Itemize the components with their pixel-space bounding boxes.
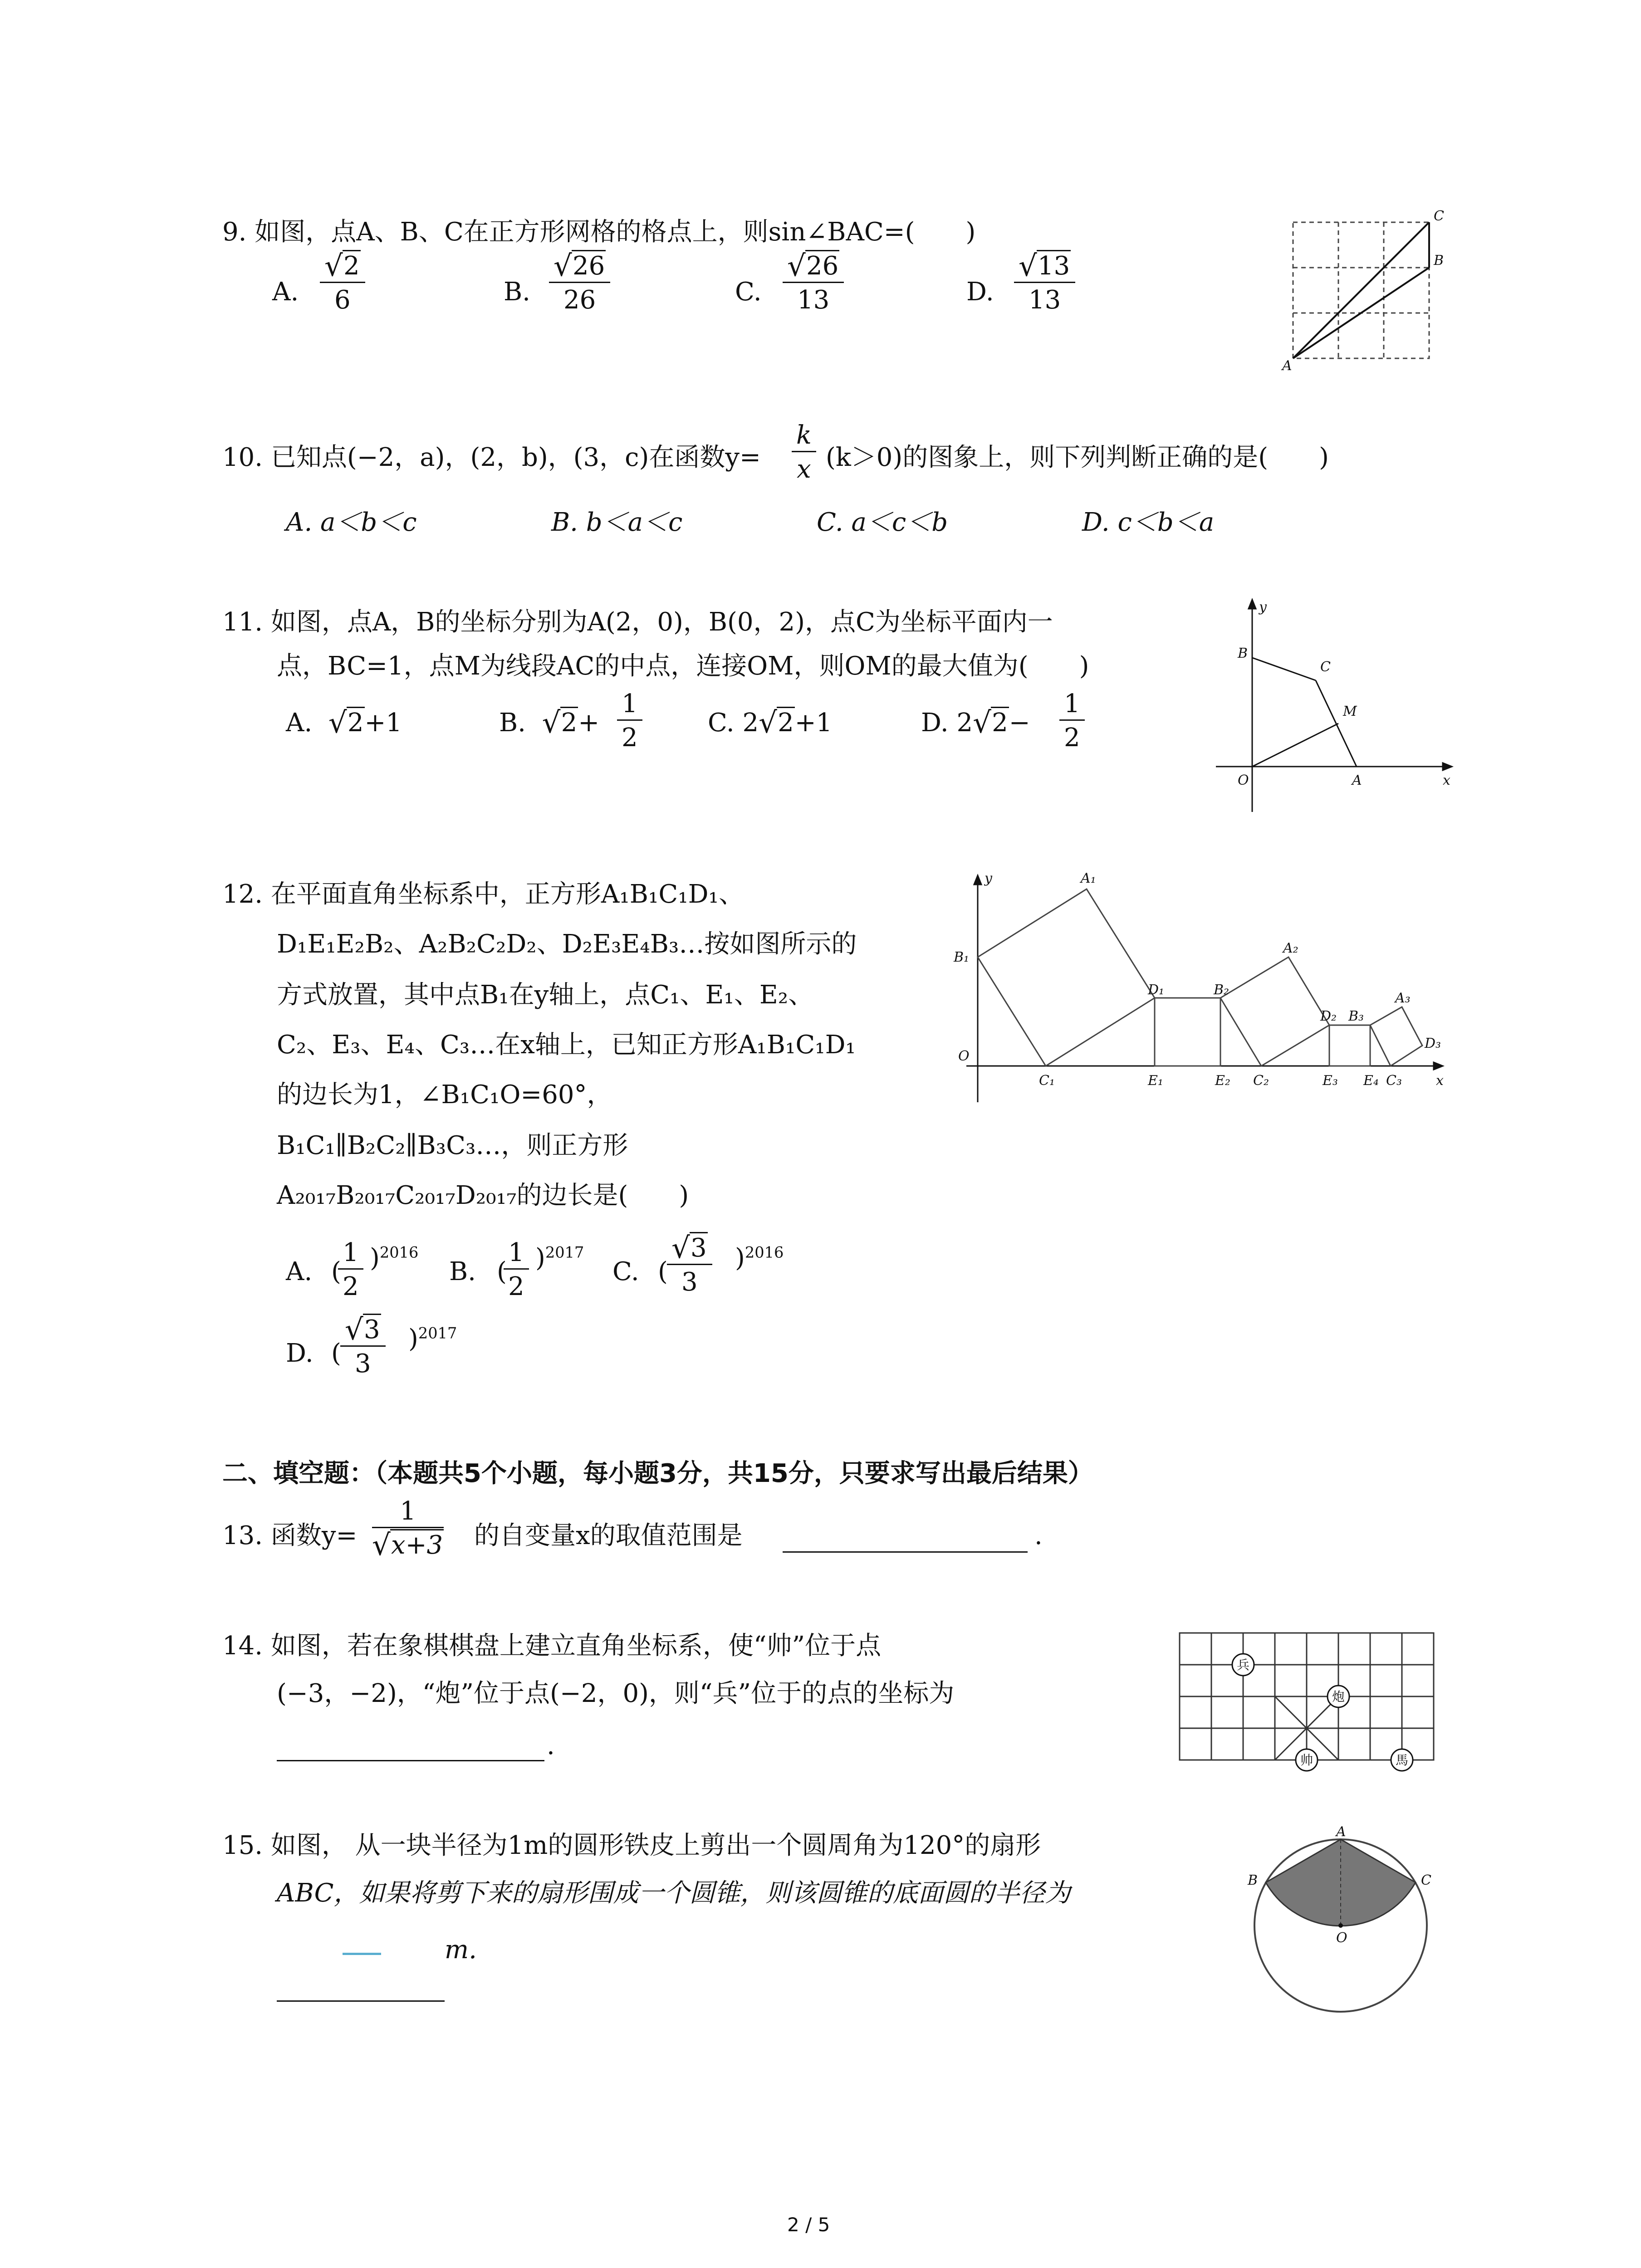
q10-option-a: A. a＜b＜c <box>286 508 417 537</box>
q11-option-b: B. √ 2+ <box>499 708 599 738</box>
q12-option-b-paren: ( <box>497 1257 507 1286</box>
q10-option-b: B. b＜a＜c <box>551 508 683 537</box>
q12-line-7: A₂₀₁₇B₂₀₁₇C₂₀₁₇D₂₀₁₇的边长是( ) <box>277 1181 689 1210</box>
q13-frac-num: 1 <box>372 1497 444 1528</box>
q14-line2: (−3，−2)，“炮”位于点(−2，0)，则“兵”位于的点的坐标为 <box>277 1679 955 1708</box>
q12-label-d2: D₂ <box>1320 1008 1337 1024</box>
q13-answer-blank[interactable] <box>783 1551 1028 1553</box>
q11-label-o: O <box>1238 772 1249 788</box>
q12-label-a1: A₁ <box>1081 870 1096 886</box>
q12-line-3: 方式放置，其中点B₁在y轴上，点C₁、E₁、E₂、 <box>277 980 814 1010</box>
q12-label-o: O <box>958 1048 970 1064</box>
q15-label-c: C <box>1421 1872 1431 1888</box>
q12-label-c2: C₂ <box>1253 1073 1269 1089</box>
q12-label-x: x <box>1436 1073 1444 1089</box>
q12-line-1: 12. 在平面直角坐标系中，正方形A₁B₁C₁D₁、 <box>222 880 744 909</box>
q11-option-a: A. √ 2+1 <box>286 708 402 738</box>
q15-answer-blank[interactable] <box>277 2000 445 2002</box>
q12-option-c-exp: )$^{2016}$ <box>735 1243 784 1273</box>
q9-option-c-num: 26 <box>805 250 839 281</box>
q14-piece-pao: 炮 <box>1332 1689 1345 1704</box>
q10-frac-den: x <box>797 455 811 484</box>
q11-option-d: D. 2√ 2− <box>921 708 1030 738</box>
q14-piece-ma: 馬 <box>1396 1753 1409 1768</box>
q9-stem: 9. 如图，点A、B、C在正方形网格的格点上，则sin∠BAC=( ) <box>222 217 976 247</box>
q10-option-d: D. c＜b＜a <box>1082 508 1215 537</box>
q12-label-c1: C₁ <box>1039 1073 1055 1089</box>
q11-option-c: C. 2√ 2+1 <box>708 708 832 738</box>
q10-stem-b: (k＞0)的图象上，则下列判断正确的是( ) <box>826 443 1329 472</box>
q11-line2: 点，BC=1，点M为线段AC的中点，连接OM，则OM的最大值为( ) <box>277 651 1089 681</box>
q12-option-b-fraction: $\frac{1}{2}$ <box>504 1238 529 1302</box>
q9-option-a-den: 6 <box>334 285 351 315</box>
q9-option-b-fraction <box>549 252 610 315</box>
q12-option-c-letter: C. <box>612 1257 639 1286</box>
q12-option-d-fraction: √ $\frac{3}{3}$ <box>340 1315 386 1379</box>
q11-label-a: A <box>1352 772 1362 788</box>
q9-option-a-fraction <box>320 252 365 315</box>
q14-piece-bing: 兵 <box>1237 1657 1250 1672</box>
q11-label-x: x <box>1443 772 1450 788</box>
q15-label-o: O <box>1336 1930 1347 1946</box>
q12-label-e4: E₄ <box>1363 1073 1379 1089</box>
q9-option-d-fraction <box>1014 252 1075 315</box>
q11-option-d-fraction: $\frac{1}{2}$ <box>1059 689 1085 753</box>
q12-option-c-paren: ( <box>658 1257 668 1286</box>
q11-label-c: C <box>1320 659 1331 675</box>
q12-option-b-exp: )$^{2017}$ <box>535 1243 584 1273</box>
q9-option-b-letter: B. <box>504 277 530 307</box>
q12-label-d1: D₁ <box>1148 982 1165 998</box>
q11-coordinate-figure <box>1207 590 1461 826</box>
q12-line-4: C₂、E₃、E₄、C₃…在x轴上，已知正方形A₁B₁C₁D₁ <box>277 1030 856 1060</box>
q9-option-a-letter: A. <box>272 277 299 307</box>
q10-fraction <box>792 421 816 484</box>
q12-label-e2: E₂ <box>1215 1073 1230 1089</box>
q12-label-a3: A₃ <box>1395 990 1411 1006</box>
q9-option-d-num: 13 <box>1037 250 1071 281</box>
q11-label-m: M <box>1343 704 1357 719</box>
q12-option-d-letter: D. <box>286 1339 314 1368</box>
q9-option-a-num: 2 <box>343 250 361 281</box>
q14-piece-shuai: 帅 <box>1300 1753 1313 1768</box>
q15-line2: ABC，如果将剪下来的扇形围成一个圆锥，则该圆锥的底面圆的半径为 <box>277 1878 1071 1908</box>
q12-label-d3: D₃ <box>1425 1036 1441 1051</box>
q11-option-b-fraction: $\frac{1}{2}$ <box>617 689 642 753</box>
q12-option-d-paren: ( <box>331 1339 341 1368</box>
q15-unit: m. <box>445 1935 477 1965</box>
q10-option-c: C. a＜c＜b <box>817 508 948 537</box>
q12-option-a-paren: ( <box>331 1257 341 1286</box>
q9-option-b-den: 26 <box>563 285 596 315</box>
q9-option-b-num: 26 <box>572 250 606 281</box>
q11-line1: 11. 如图，点A，B的坐标分别为A(2，0)，B(0，2)，点C为坐标平面内一 <box>222 607 1053 637</box>
q13-frac-den: x+3 <box>390 1529 444 1560</box>
q12-option-d-exp: )$^{2017}$ <box>408 1324 457 1354</box>
q15-line1: 15. 如图， 从一块半径为1m的圆形铁皮上剪出一个圆周角为120°的扇形 <box>222 1831 1041 1860</box>
q12-label-e3: E₃ <box>1323 1073 1338 1089</box>
q15-label-a: A <box>1336 1824 1346 1840</box>
q15-label-b: B <box>1248 1872 1258 1888</box>
section-2-heading: 二、填空题：（本题共5个小题，每小题3分，共15分，只要求写出最后结果） <box>222 1459 1093 1488</box>
q9-option-c-den: 13 <box>797 285 830 315</box>
q11-label-b: B <box>1238 645 1248 661</box>
q12-label-a2: A₂ <box>1283 940 1298 956</box>
q13-end: . <box>1034 1521 1043 1550</box>
q12-line-5: 的边长为1，∠B₁C₁O=60°， <box>277 1080 612 1110</box>
q13-fraction <box>372 1497 444 1560</box>
q9-option-d-letter: D. <box>966 277 994 307</box>
q10-stem-a: 10. 已知点(−2，a)，(2，b)，(3，c)在函数y= <box>222 443 761 472</box>
q12-label-e1: E₁ <box>1148 1073 1163 1089</box>
q13-stem-a: 13. 函数y= <box>222 1521 358 1550</box>
q12-label-b2: B₂ <box>1214 982 1230 998</box>
q15-short-dash <box>343 1953 381 1955</box>
q12-option-a-fraction: $\frac{1}{2}$ <box>338 1238 363 1302</box>
q12-option-a-exp: )$^{2016}$ <box>370 1243 419 1273</box>
q13-stem-b: 的自变量x的取值范围是 <box>474 1521 743 1550</box>
q9-option-c-fraction <box>783 252 844 315</box>
q9-label-a: A <box>1282 358 1292 374</box>
q12-line-6: B₁C₁∥B₂C₂∥B₃C₃…，则正方形 <box>277 1131 628 1160</box>
q14-line1: 14. 如图，若在象棋棋盘上建立直角坐标系，使“帅”位于点 <box>222 1631 882 1661</box>
q12-squares-figure <box>948 866 1470 1120</box>
page-number: 2 / 5 <box>787 2214 830 2236</box>
q14-answer-blank[interactable] <box>277 1760 544 1761</box>
q11-label-y: y <box>1259 599 1267 615</box>
q12-label-y: y <box>985 870 992 886</box>
q12-option-c-fraction: √ $\frac{3}{3}$ <box>667 1234 712 1297</box>
q10-frac-num: k <box>792 421 816 452</box>
q9-option-d-den: 13 <box>1029 285 1061 315</box>
q12-label-c3: C₃ <box>1386 1073 1402 1089</box>
q12-label-b3: B₃ <box>1348 1008 1364 1024</box>
q9-grid-figure <box>1279 209 1461 372</box>
q14-chessboard-figure <box>1175 1628 1443 1768</box>
q15-circle-figure <box>1243 1824 1443 2019</box>
q12-option-b-letter: B. <box>449 1257 476 1286</box>
q9-label-b: B <box>1434 253 1444 269</box>
q12-label-b1: B₁ <box>954 949 970 965</box>
q14-end: . <box>547 1731 555 1760</box>
q12-line-2: D₁E₁E₂B₂、A₂B₂C₂D₂、D₂E₃E₄B₃…按如图所示的 <box>277 929 857 959</box>
q12-option-a-letter: A. <box>286 1257 313 1286</box>
q9-option-c-letter: C. <box>735 277 762 307</box>
q9-label-c: C <box>1434 208 1444 224</box>
